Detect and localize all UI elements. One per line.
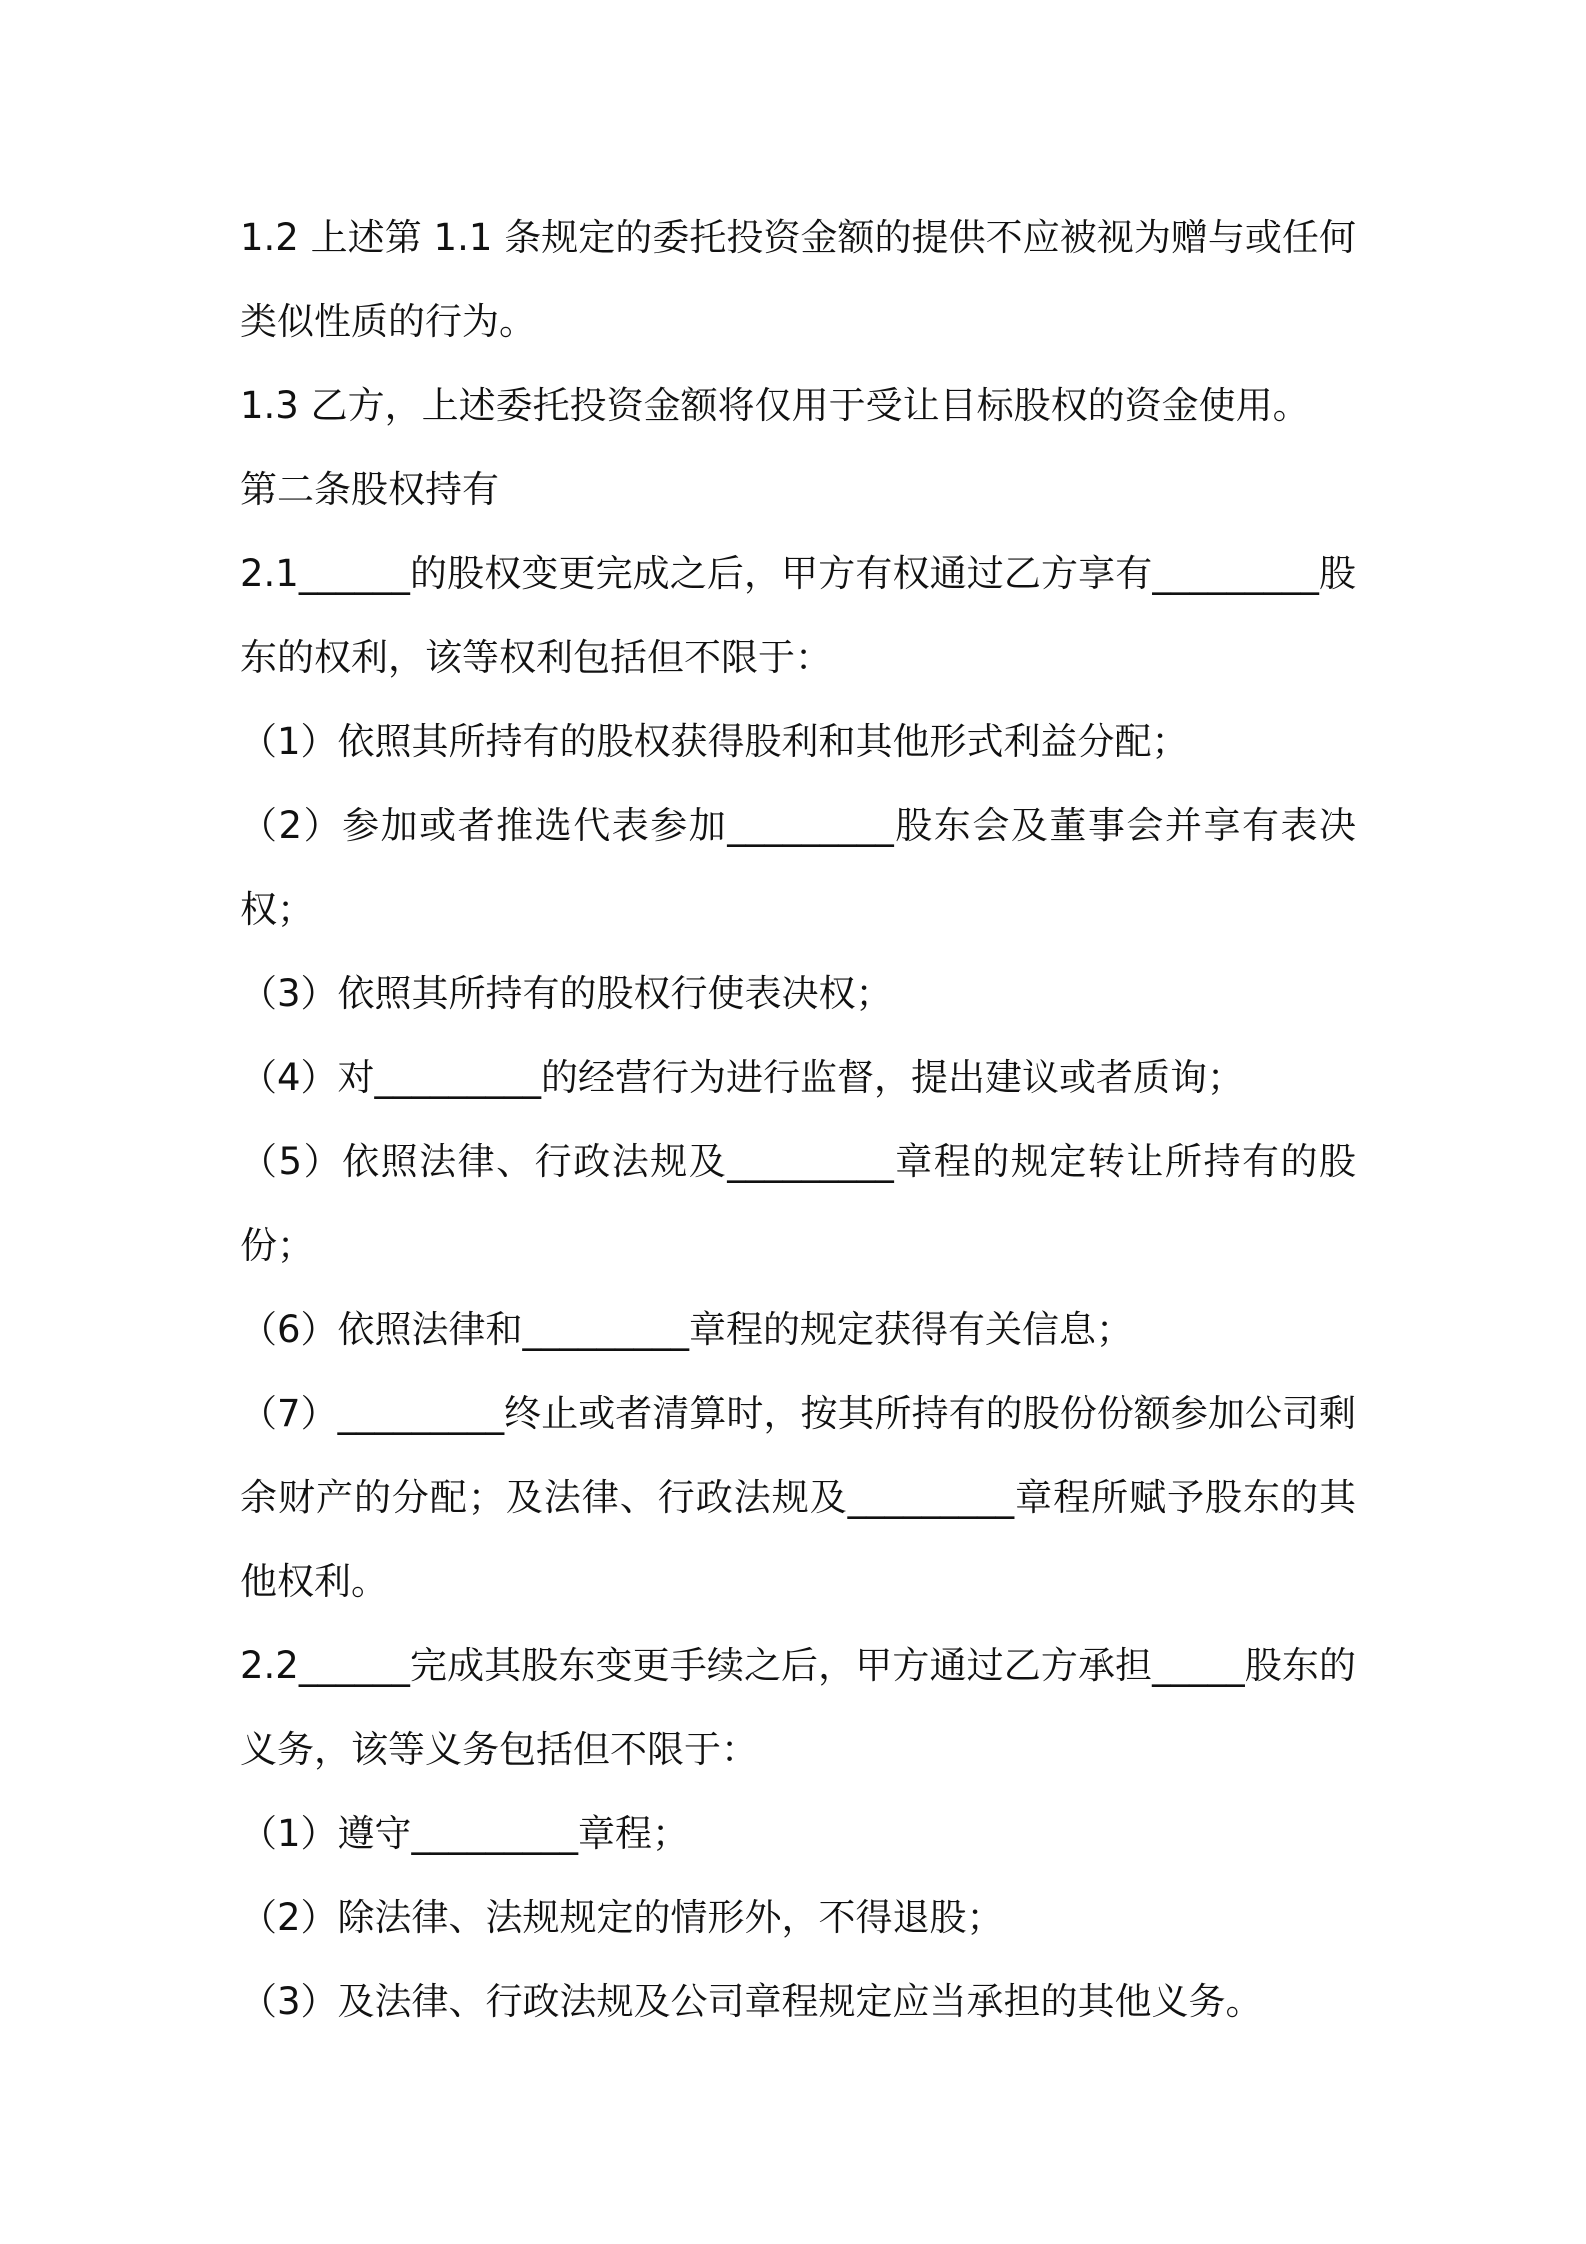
document-body (240, 196, 1356, 2044)
clause-2-2: 2.2______完成其股东变更手续之后，甲方通过乙方承担_____股东的义务，该等义务包括但不限于： (240, 1644, 1356, 1771)
clause-2-2-item-3: （3）及法律、行政法规及公司章程规定应当承担的其他义务。 (240, 1980, 1263, 2023)
clause-2-1-item-2: （2）参加或者推选代表参加_________股东会及董事会并享有表决权； (240, 804, 1356, 931)
clause-2-1-item-3: （3）依照其所持有的股权行使表决权； (240, 972, 893, 1015)
article-2-heading: 第二条股权持有 (240, 468, 499, 511)
clause-2-1-item-1: （1）依照其所持有的股权获得股利和其他形式利益分配； (240, 720, 1189, 763)
clause-2-1-item-5: （5）依照法律、行政法规及_________章程的规定转让所持有的股份； (240, 1140, 1356, 1267)
clause-2-1-item-7: （7）_________终止或者清算时，按其所持有的股份份额参加公司剩余财产的分配；及法律、行政法规及_________章程所赋予股东的其他权利。 (240, 1392, 1356, 1603)
clause-2-1-item-4: （4）对_________的经营行为进行监督，提出建议或者质询； (240, 1056, 1245, 1099)
clause-2-2-item-2: （2）除法律、法规规定的情形外，不得退股； (240, 1896, 1004, 1939)
clause-2-2-item-1: （1）遵守_________章程； (240, 1812, 690, 1855)
clause-1-2: 1.2 上述第 1.1 条规定的委托投资金额的提供不应被视为赠与或任何类似性质的行为。 (240, 216, 1356, 343)
clause-1-3: 1.3 乙方，上述委托投资金额将仅用于受让目标股权的资金使用。 (240, 384, 1310, 427)
clause-2-1-item-6: （6）依照法律和_________章程的规定获得有关信息； (240, 1308, 1134, 1351)
clause-2-1: 2.1______的股权变更完成之后，甲方有权通过乙方享有_________股东的权利，该等权利包括但不限于： (240, 552, 1356, 679)
